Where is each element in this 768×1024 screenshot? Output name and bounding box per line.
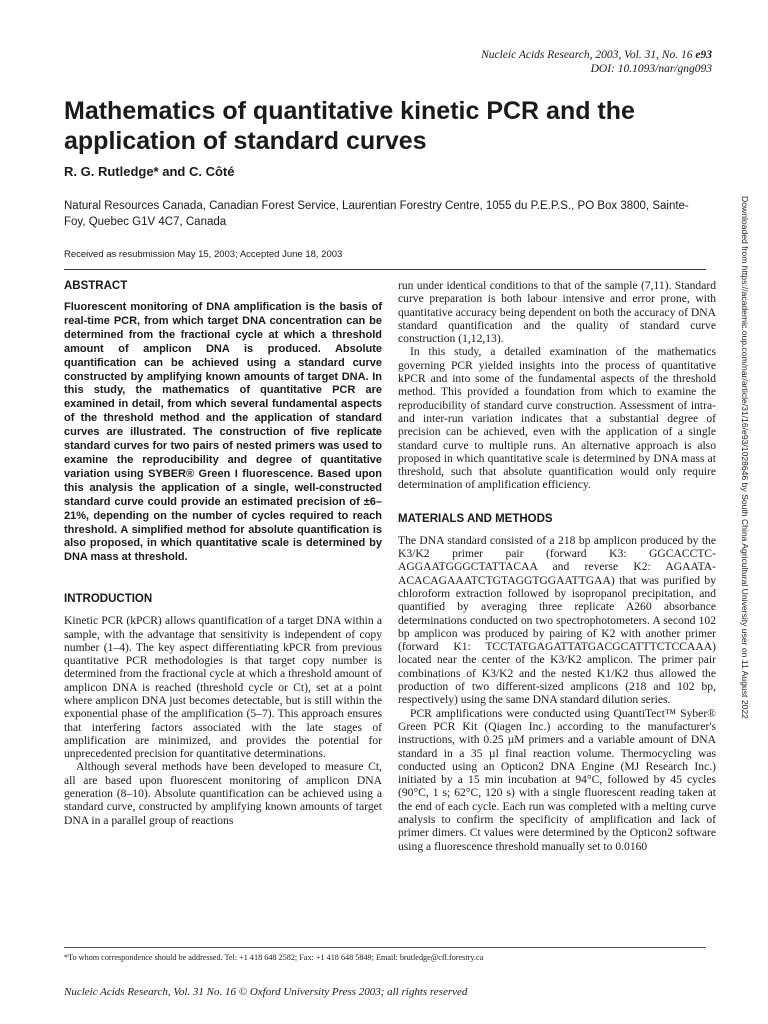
affiliation: Natural Resources Canada, Canadian Forest Service, Laurentian Forestry Centre, 1055 du P.E.P.S., PO Box 3800, Sainte-Foy, Quebec G1V 4C7, Canada <box>64 200 689 228</box>
introduction-paragraph: Although several methods have been developed to measure Ct, all are based upon fluorescent monitoring of amplicon DNA generation (8–10). Absolute quantification can be achieved using a standard curve, constructed by amplifying known amounts of target DNA in a parallel group of reactions <box>64 760 382 827</box>
journal-header <box>292 48 712 76</box>
authors: R. G. Rutledge* and C. Côté <box>64 164 235 179</box>
methods-paragraph: The DNA standard consisted of a 218 bp amplicon produced by the K3/K2 primer pair (forward K3: GGCACCTC-AGGAATGGGCTATTACAA and reverse K2: AGAATA-ACACAGAAATCTGTAGGTGGAATTGAA) that was purified by chloroform extraction followed by isopropanol precipitation, and quantified by averaging three replicate A260 absorbance determinations conducted on two spectrophotometers. A second 102 bp amplicon was produced by pairing of K2 with another primer (forward K1: TCCTATGAGATTATGACGCATTTCTCCAAA) located near the center of the K3/K2 amplicon. The primer pair combinations of K3/K2 and the nested K1/K2 thus allowed the production of two different-sized amplicons (218 and 102 bp, respectively) using the same DNA standard dilution series. <box>398 533 716 707</box>
article-number: e93 <box>695 49 712 61</box>
footnote-divider <box>64 947 706 948</box>
methods-paragraph: PCR amplifications were conducted using QuantiTect™ Syber® Green PCR Kit (Qiagen Inc.) according to the manufacturer's instructions, with 0.25 µM primers and a variable amount of DNA standard in a 35 µl final reaction volume. Thermocycling was conducted using an Opticon2 DNA Engine (MJ Research Inc.) initiated by a 15 min incubation at 94°C, followed by 45 cycles (90°C, 1 s; 62°C, 120 s) with a single fluorescent reading taken at the end of each cycle. Each run was completed with a melting curve analysis to confirm the specificity of amplification and lack of primer dimers. Ct values were determined by the Opticon2 software using a fluorescence threshold manually set to 0.0160 <box>398 706 716 853</box>
section-spacer <box>64 565 382 592</box>
introduction-paragraph: In this study, a detailed examination of the mathematics governing PCR yielded insights into the process of quantitative kPCR and into some of the fundamental aspects of the threshold method. This provided a foundation from which to examine the reproducibility of standard curve construction. Assessment of intra- and inter-run variation indicates that a substantial degree of precision can be achieved, even with the application of a single standard curve to multiple runs. An alternative approach is also proposed in which quantitative scale is determined by DNA mass at threshold, such that absolute quantification would only require determination of amplification efficiency. <box>398 345 716 492</box>
correspondence-footnote: *To whom correspondence should be addressed. Tel: +1 418 648 2582; Fax: +1 418 648 5849; Email: brutledge@cfl.forestry.ca <box>64 953 484 962</box>
section-spacer <box>398 492 716 512</box>
introduction-heading: INTRODUCTION <box>64 593 153 606</box>
received-dates: Received as resubmission May 15, 2003; Accepted June 18, 2003 <box>64 249 343 260</box>
introduction-paragraph: run under identical conditions to that of the sample (7,11). Standard curve preparation is both labour intensive and error prone, with quantitative accuracy being dependent on both the accuracy of DNA standard quantification and the quality of standard curve construction (1,12,13). <box>398 279 716 346</box>
download-watermark <box>727 196 763 796</box>
methods-heading: MATERIALS AND METHODS <box>398 512 553 525</box>
introduction-paragraph: Kinetic PCR (kPCR) allows quantification of a target DNA within a sample, with the advantage that sensitivity is independent of copy number (1–4). The key aspect differentiating kPCR from previous quantitative PCR methodologies is that target copy number is determined from the fractional cycle at which a threshold amount of amplicon DNA is reached (threshold cycle or Ct), set at a point where amplicon DNA just becomes detectable, but is still within the exponential phase of the amplification (5–7). This approach ensures that interfering factors associated with the late stages of amplification are minimized, and provides the potential for unprecedented precision for quantitative determinations. <box>64 614 382 761</box>
left-column <box>64 279 382 827</box>
article-title: Mathematics of quantitative kinetic PCR and the application of standard curves <box>64 97 635 155</box>
right-column <box>398 279 716 853</box>
doi: DOI: 10.1093/nar/gng093 <box>590 63 712 75</box>
download-notice: Downloaded from https://academic.oup.com/nar/article/31/16/e93/1028646 by South China Agricultural University user on 11 August 2022 <box>740 196 750 719</box>
header-divider <box>64 269 706 270</box>
abstract-text: Fluorescent monitoring of DNA amplification is the basis of real-time PCR, from which target DNA concentration can be determined from the fractional cycle at which a threshold amount of amplicon DNA is produced. Absolute quantification can be achieved using a standard curve constructed by amplifying known amounts of target DNA. In this study, the mathematics of quantitative PCR are examined in detail, from which several fundamental aspects of the threshold method and the application of standard curves are illustrated. The construction of five replicate standard curves for two pairs of nested primers was used to examine the reproducibility and degree of quantitative variation using SYBER® Green I fluorescence. Based upon this analysis the application of a single, well-constructed standard curve could provide an estimated precision of ±6–21%, depending on the number of cycles required to reach threshold. A simplified method for absolute quantification is also proposed, in which quantitative scale is determined by DNA mass at threshold. <box>64 301 382 564</box>
copyright-footer: Nucleic Acids Research, Vol. 31 No. 16 © Oxford University Press 2003; all rights reserved <box>64 986 468 998</box>
journal-citation: Nucleic Acids Research, 2003, Vol. 31, No. 16 <box>481 49 696 61</box>
abstract-heading: ABSTRACT <box>64 280 128 292</box>
